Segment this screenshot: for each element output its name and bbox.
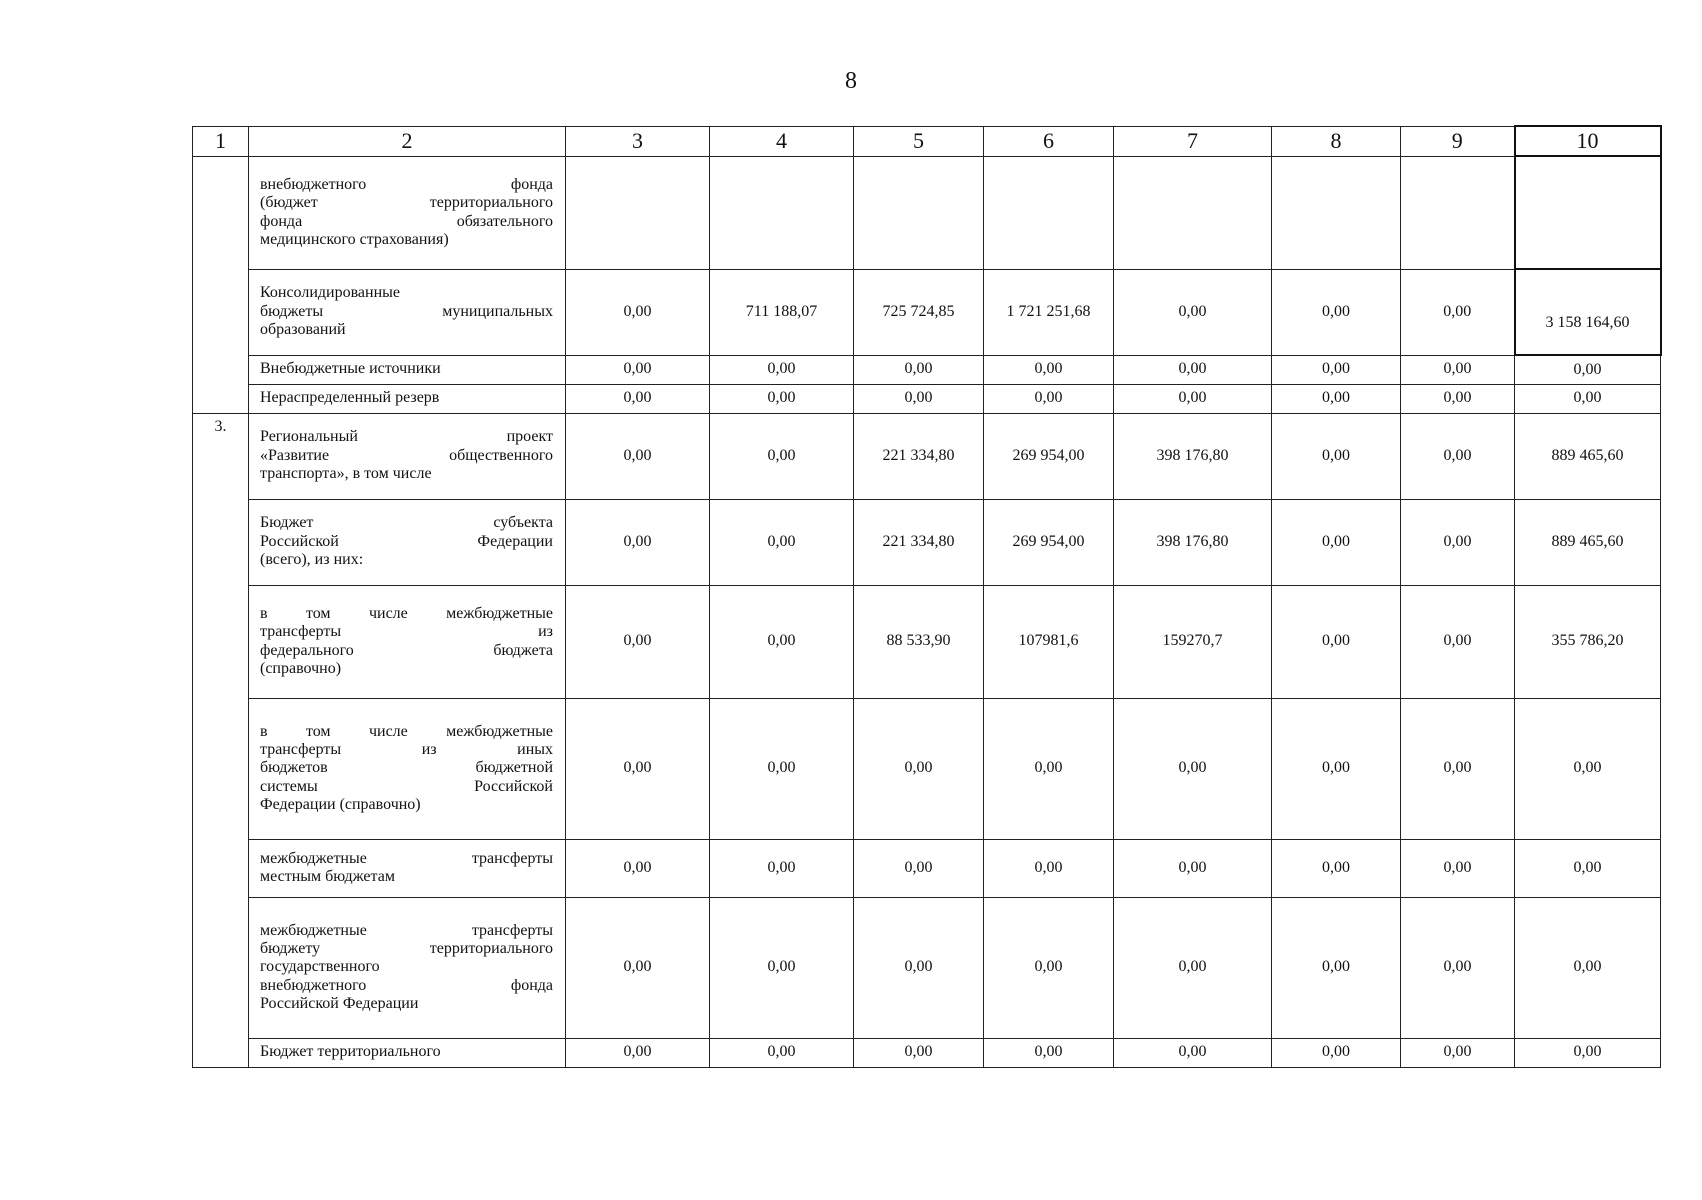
row-label-line: внебюджетного фонда [260, 976, 553, 994]
value-cell-col10: 355 786,20 [1515, 585, 1661, 698]
value-cell-col5: 725 724,85 [854, 269, 984, 355]
column-header: 2 [249, 126, 566, 156]
column-header: 1 [193, 126, 249, 156]
value-cell-col7: 0,00 [1114, 384, 1272, 413]
value-cell-col7: 0,00 [1114, 355, 1272, 384]
table-row [193, 1038, 1661, 1067]
row-label-line: фонда обязательного [260, 212, 553, 230]
row-label-cell [249, 156, 566, 269]
row-label-line: федерального бюджета [260, 641, 553, 659]
table-row [193, 839, 1661, 897]
table-row [193, 413, 1661, 499]
value-cell-col5: 0,00 [854, 698, 984, 839]
row-label-line: Внебюджетные источники [260, 360, 441, 378]
value-cell-col4: 0,00 [710, 1038, 854, 1067]
value-cell-col9: 0,00 [1401, 384, 1515, 413]
column-header: 8 [1272, 126, 1401, 156]
value-cell-col6: 0,00 [984, 897, 1114, 1038]
value-cell-col6: 1 721 251,68 [984, 269, 1114, 355]
value-cell-col6: 0,00 [984, 839, 1114, 897]
value-cell-col8: 0,00 [1272, 413, 1401, 499]
row-label-line: Нераспределенный резерв [260, 389, 440, 407]
value-cell-col4: 0,00 [710, 698, 854, 839]
value-cell-col5: 0,00 [854, 897, 984, 1038]
row-label-cell [249, 384, 566, 413]
value-cell-col10: 0,00 [1515, 1038, 1661, 1067]
value-cell-col5: 0,00 [854, 355, 984, 384]
value-cell-col7: 0,00 [1114, 897, 1272, 1038]
table-row [193, 499, 1661, 585]
value-cell-col8: 0,00 [1272, 355, 1401, 384]
value-cell-col7: 0,00 [1114, 1038, 1272, 1067]
row-label-line: трансферты из [260, 623, 553, 641]
value-cell-col6: 0,00 [984, 384, 1114, 413]
value-cell-col9: 0,00 [1401, 698, 1515, 839]
value-cell-col5: 0,00 [854, 839, 984, 897]
value-cell-col7: 398 176,80 [1114, 499, 1272, 585]
value-cell-col3: 0,00 [566, 698, 710, 839]
row-label-line: образований [260, 321, 346, 339]
value-cell-col9 [1401, 156, 1515, 269]
value-cell-col4: 0,00 [710, 585, 854, 698]
column-header: 9 [1401, 126, 1515, 156]
row-label-line: «Развитие общественного [260, 446, 553, 464]
row-label-line: межбюджетные трансферты [260, 921, 553, 939]
row-label-line: межбюджетные трансферты [260, 849, 553, 867]
row-label-line: в том числе межбюджетные [260, 722, 553, 740]
table-row [193, 585, 1661, 698]
value-cell-col4: 0,00 [710, 839, 854, 897]
row-label-cell [249, 897, 566, 1038]
value-cell-col10: 0,00 [1515, 897, 1661, 1038]
value-cell-col4: 711 188,07 [710, 269, 854, 355]
row-index-cell [193, 156, 249, 413]
value-cell-col8: 0,00 [1272, 1038, 1401, 1067]
row-label-line: Консолидированные [260, 284, 400, 302]
column-header: 6 [984, 126, 1114, 156]
row-label-line: транспорта», в том числе [260, 465, 432, 483]
value-cell-col5: 221 334,80 [854, 413, 984, 499]
value-cell-col5: 221 334,80 [854, 499, 984, 585]
value-cell-col3: 0,00 [566, 413, 710, 499]
table-row [193, 269, 1661, 355]
table-row [193, 897, 1661, 1038]
value-cell-col8: 0,00 [1272, 897, 1401, 1038]
row-label-cell [249, 413, 566, 499]
value-cell-col6: 269 954,00 [984, 413, 1114, 499]
value-cell-col4: 0,00 [710, 384, 854, 413]
value-cell-col5: 0,00 [854, 384, 984, 413]
row-label-line: местным бюджетам [260, 868, 395, 885]
row-label-line: медицинского страхования) [260, 230, 449, 248]
value-cell-col10: 0,00 [1515, 384, 1661, 413]
value-cell-col10 [1515, 156, 1661, 269]
value-cell-col10: 3 158 164,60 [1515, 269, 1661, 355]
column-header: 3 [566, 126, 710, 156]
value-cell-col9: 0,00 [1401, 585, 1515, 698]
value-cell-col7: 159270,7 [1114, 585, 1272, 698]
column-header: 5 [854, 126, 984, 156]
value-cell-col6: 0,00 [984, 1038, 1114, 1067]
row-label-line: бюджетов бюджетной [260, 759, 553, 777]
row-label-line: Российской Федерации [260, 532, 553, 550]
row-label-line: Бюджет территориального [260, 1043, 441, 1061]
row-label-line: бюджету территориального [260, 939, 553, 957]
table-row [193, 355, 1661, 384]
value-cell-col9: 0,00 [1401, 413, 1515, 499]
value-cell-col9: 0,00 [1401, 897, 1515, 1038]
budget-table [192, 125, 1662, 1068]
value-cell-col4: 0,00 [710, 355, 854, 384]
row-label-line: Федерации (справочно) [260, 796, 421, 814]
value-cell-col4: 0,00 [710, 499, 854, 585]
value-cell-col7: 0,00 [1114, 839, 1272, 897]
column-header: 7 [1114, 126, 1272, 156]
column-number-row [193, 126, 1661, 156]
row-label-line: Российской Федерации [260, 995, 419, 1013]
value-cell-col5: 88 533,90 [854, 585, 984, 698]
value-cell-col3: 0,00 [566, 839, 710, 897]
value-cell-col10: 0,00 [1515, 698, 1661, 839]
value-cell-col9: 0,00 [1401, 269, 1515, 355]
value-cell-col3: 0,00 [566, 585, 710, 698]
value-cell-col8: 0,00 [1272, 499, 1401, 585]
value-cell-col7: 0,00 [1114, 269, 1272, 355]
value-cell-col5: 0,00 [854, 1038, 984, 1067]
row-label-line: трансферты из иных [260, 740, 553, 758]
value-cell-col8: 0,00 [1272, 839, 1401, 897]
value-cell-col8: 0,00 [1272, 384, 1401, 413]
row-label-line: государственного [260, 958, 380, 976]
value-cell-col3 [566, 156, 710, 269]
row-label-cell [249, 1038, 566, 1067]
row-label-cell [249, 269, 566, 355]
row-label-line: бюджеты муниципальных [260, 302, 553, 320]
value-cell-col4 [710, 156, 854, 269]
value-cell-col5 [854, 156, 984, 269]
value-cell-col10: 0,00 [1515, 839, 1661, 897]
value-cell-col8 [1272, 156, 1401, 269]
value-cell-col8: 0,00 [1272, 585, 1401, 698]
value-cell-col6 [984, 156, 1114, 269]
row-index-cell: 3. [193, 413, 249, 1067]
value-cell-col10: 889 465,60 [1515, 499, 1661, 585]
row-label-line: (всего), из них: [260, 551, 364, 569]
value-cell-col3: 0,00 [566, 269, 710, 355]
row-label-line: (бюджет территориального [260, 194, 553, 212]
table-row [193, 698, 1661, 839]
row-label-cell [249, 839, 566, 897]
value-cell-col3: 0,00 [566, 897, 710, 1038]
value-cell-col6: 107981,6 [984, 585, 1114, 698]
value-cell-col6: 269 954,00 [984, 499, 1114, 585]
row-label-cell [249, 585, 566, 698]
row-label-line: Бюджет субъекта [260, 514, 553, 532]
value-cell-col7: 0,00 [1114, 698, 1272, 839]
page-number: 8 [845, 68, 857, 94]
value-cell-col7: 398 176,80 [1114, 413, 1272, 499]
row-label-cell [249, 698, 566, 839]
row-label-line: Региональный проект [260, 428, 553, 446]
value-cell-col9: 0,00 [1401, 1038, 1515, 1067]
row-label-line: в том числе межбюджетные [260, 604, 553, 622]
value-cell-col9: 0,00 [1401, 499, 1515, 585]
value-cell-col9: 0,00 [1401, 355, 1515, 384]
table-row [193, 384, 1661, 413]
value-cell-col4: 0,00 [710, 413, 854, 499]
column-header: 4 [710, 126, 854, 156]
value-cell-col9: 0,00 [1401, 839, 1515, 897]
value-cell-col3: 0,00 [566, 499, 710, 585]
value-cell-col10: 0,00 [1515, 355, 1661, 384]
row-label-line: системы Российской [260, 777, 553, 795]
column-header: 10 [1515, 126, 1661, 156]
value-cell-col3: 0,00 [566, 1038, 710, 1067]
value-cell-col6: 0,00 [984, 698, 1114, 839]
row-label-cell [249, 499, 566, 585]
table-row [193, 156, 1661, 269]
value-cell-col8: 0,00 [1272, 698, 1401, 839]
value-cell-col4: 0,00 [710, 897, 854, 1038]
row-label-line: внебюджетного фонда [260, 175, 553, 193]
row-label-cell [249, 355, 566, 384]
value-cell-col3: 0,00 [566, 384, 710, 413]
row-label-line: (справочно) [260, 659, 342, 677]
value-cell-col3: 0,00 [566, 355, 710, 384]
value-cell-col7 [1114, 156, 1272, 269]
value-cell-col6: 0,00 [984, 355, 1114, 384]
value-cell-col8: 0,00 [1272, 269, 1401, 355]
value-cell-col10: 889 465,60 [1515, 413, 1661, 499]
